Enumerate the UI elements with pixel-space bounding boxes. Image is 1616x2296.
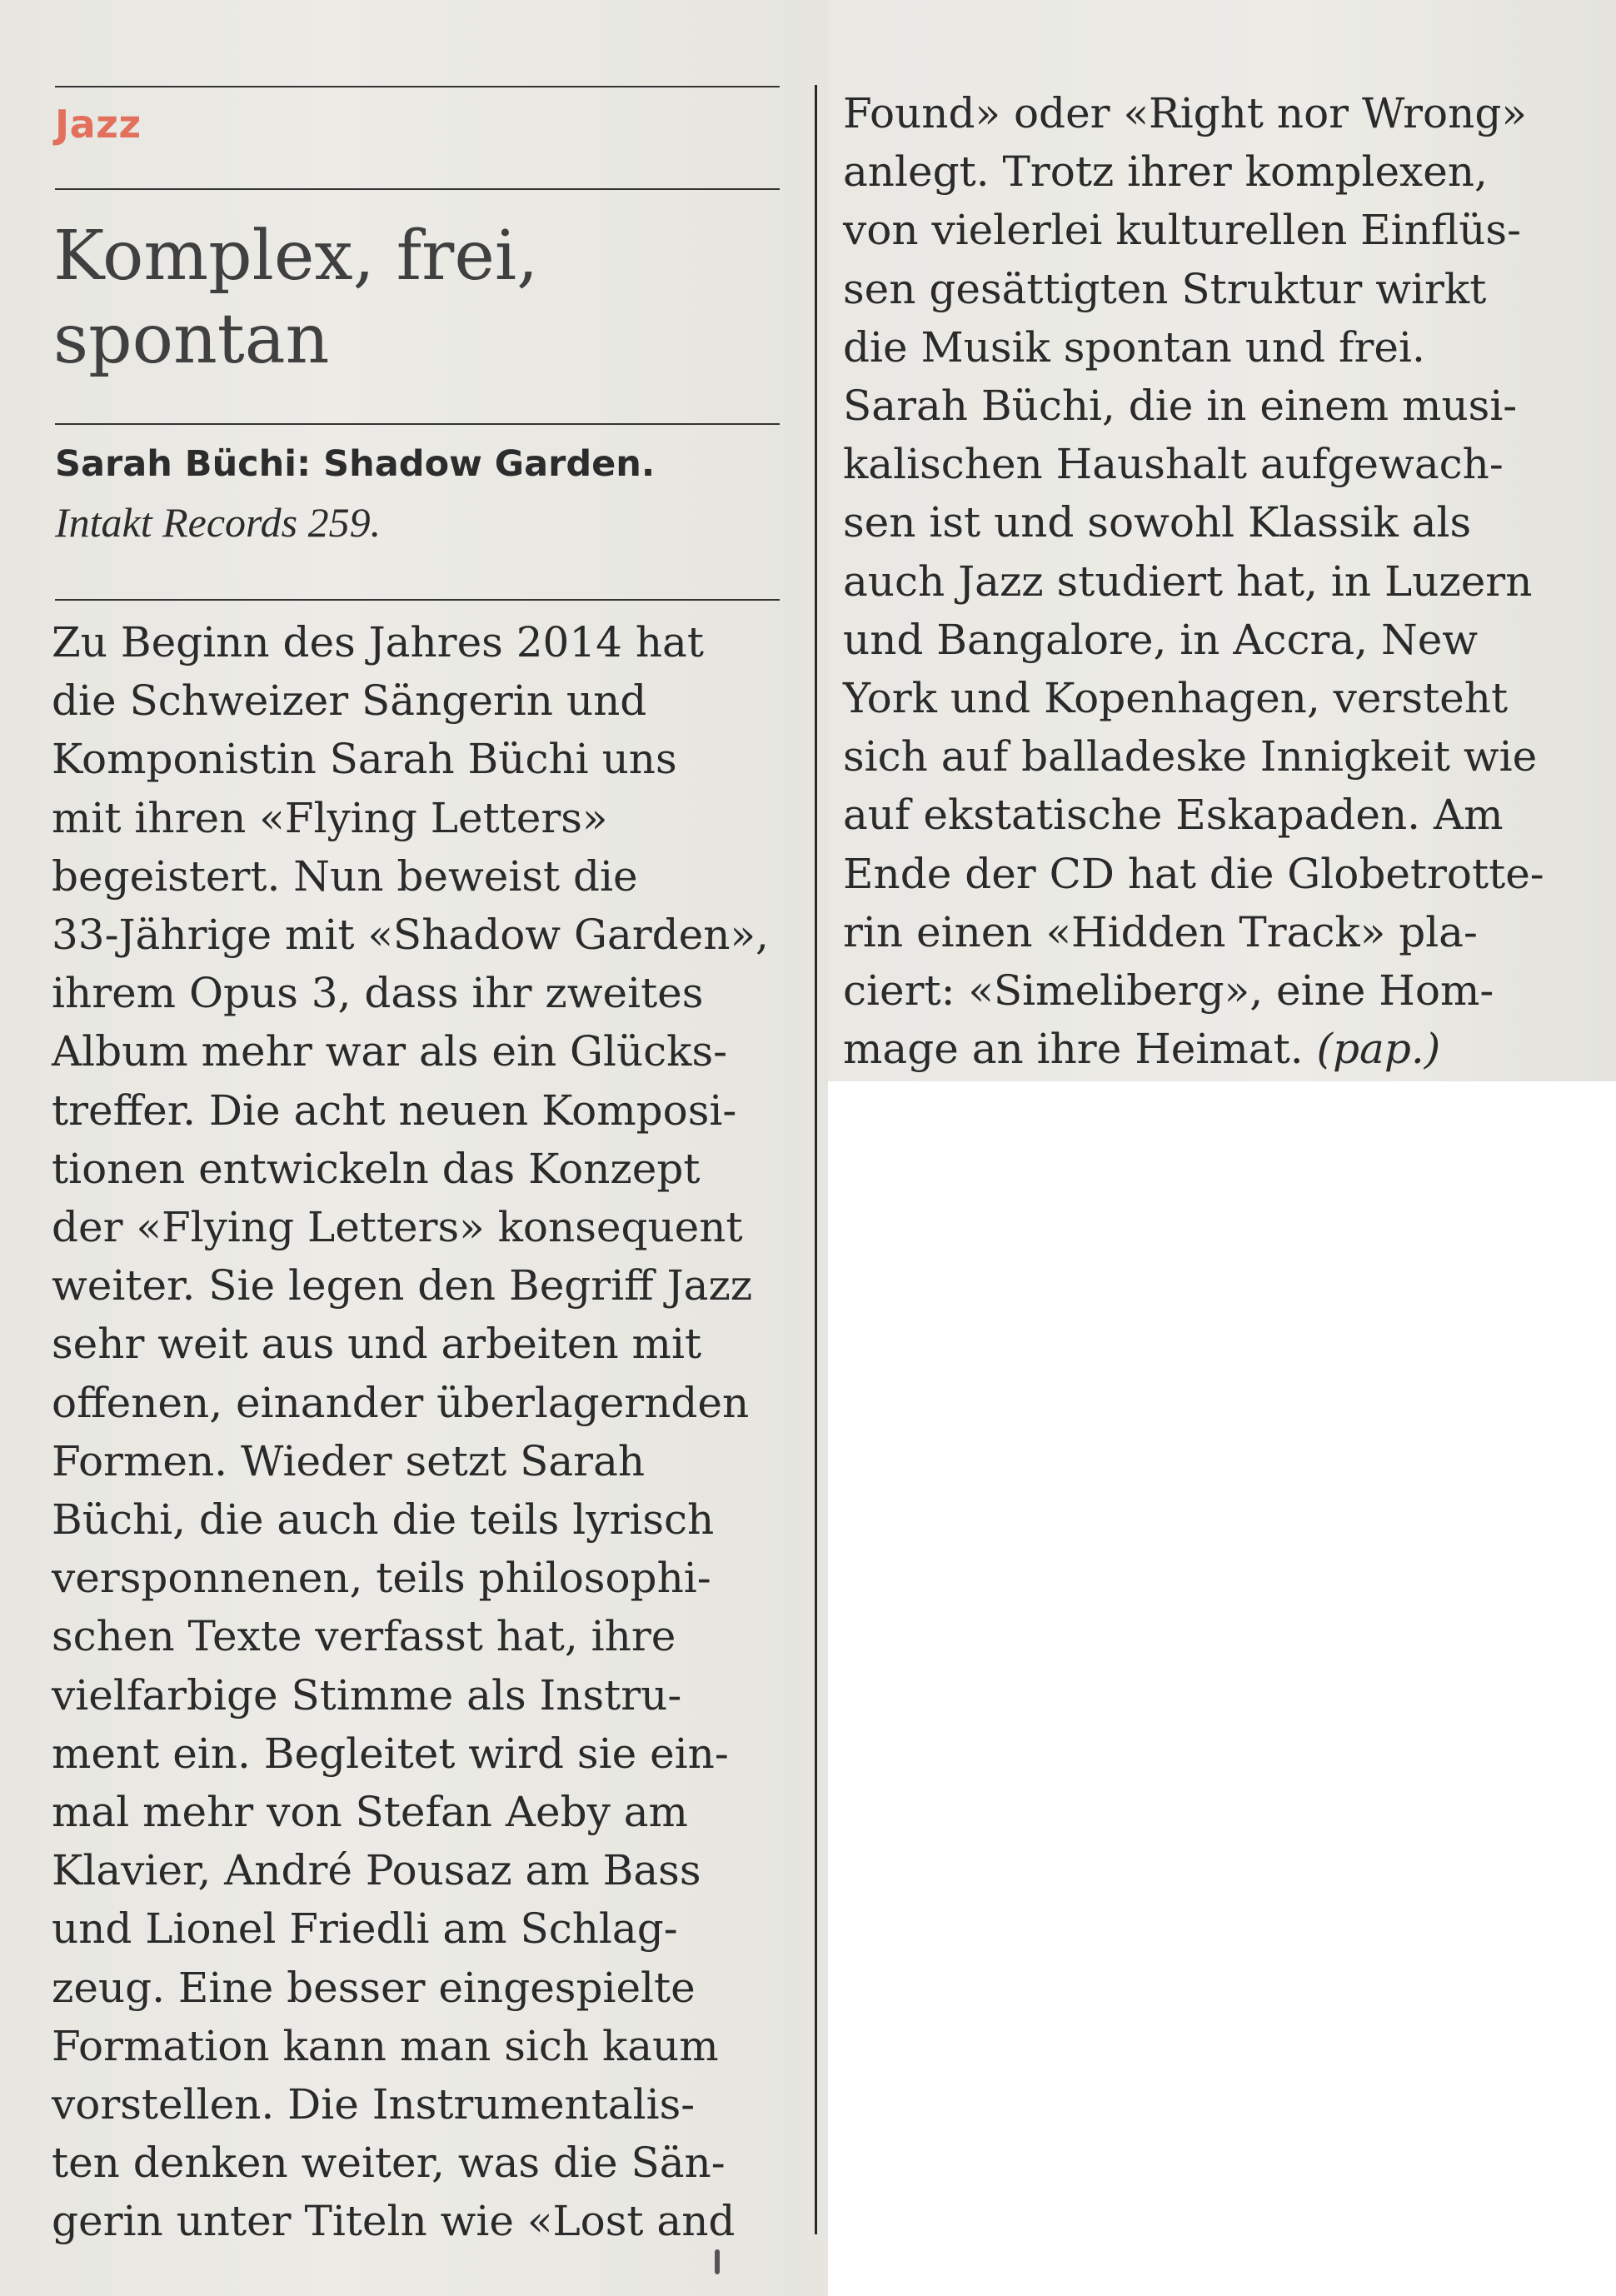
headline-line: Komplex, frei, — [53, 217, 539, 296]
body-line: York und Kopenhagen, versteht — [843, 674, 1509, 723]
body-line: 33-Jährige mit «Shadow Garden», — [52, 911, 769, 960]
body-line — [843, 1020, 1609, 1078]
body-line: Found» oder «Right nor Wrong» — [843, 89, 1527, 137]
body-line: sen gesättigten Struktur wirkt — [843, 264, 1487, 313]
paper-speck — [715, 2249, 720, 2274]
body-line: anlegt. Trotz ihrer komplexen, — [843, 147, 1488, 197]
body-line: auch Jazz studiert hat, in Luzern — [843, 557, 1533, 606]
headline-line: spontan — [53, 300, 330, 379]
body-line: Büchi, die auch die teils lyrisch — [52, 1495, 715, 1545]
body-line: Komponistin Sarah Büchi uns — [52, 735, 677, 784]
body-line: mit ihren «Flying Letters» — [52, 793, 608, 842]
body-line: ciert: «Simeliberg», eine Hom- — [843, 966, 1494, 1016]
record-label: Intakt Records 259. — [55, 499, 382, 546]
author-signature: (pap.) — [1316, 1025, 1441, 1074]
body-line: sen ist und sowohl Klassik als — [843, 498, 1472, 547]
body-line: von vielerlei kulturellen Einflüs- — [843, 206, 1521, 255]
body-line: tionen entwickeln das Konzept — [52, 1144, 701, 1193]
headline-rule — [55, 423, 780, 425]
body-line: Formen. Wieder setzt Sarah — [52, 1436, 646, 1485]
body-line: rin einen «Hidden Track» pla- — [843, 907, 1478, 956]
body-line: und Lionel Friedli am Schlag- — [52, 1904, 678, 1954]
headline — [53, 215, 770, 382]
article-body-right — [843, 84, 1609, 1078]
body-line: sehr weit aus und arbeiten mit — [52, 1320, 702, 1369]
body-line: die Musik spontan und frei. — [843, 322, 1425, 372]
body-line: mal mehr von Stefan Aeby am — [52, 1788, 688, 1837]
body-line: begeistert. Nun beweist die — [52, 851, 638, 901]
body-line: weiter. Sie legen den Begriff Jazz — [52, 1261, 753, 1310]
body-line: ihrem Opus 3, dass ihr zweites — [52, 969, 704, 1018]
body-line: und Bangalore, in Accra, New — [843, 615, 1479, 664]
body-line: gerin unter Titeln wie «Lost and — [52, 2197, 736, 2246]
body-line: die Schweizer Sängerin und — [52, 676, 647, 726]
body-line: sich auf balladeske Innigkeit wie — [843, 732, 1538, 781]
body-line-text: mage an ihre Heimat. — [843, 1025, 1304, 1074]
body-line: treffer. Die acht neuen Komposi- — [52, 1086, 737, 1135]
body-line: Formation kann man sich kaum — [52, 2021, 719, 2070]
album-title: Sarah Büchi: Shadow Garden. — [55, 443, 656, 485]
body-line: offenen, einander überlagernden — [52, 1378, 750, 1427]
body-line: Klavier, André Pousaz am Bass — [52, 1846, 701, 1895]
body-line: vielfarbige Stimme als Instru- — [52, 1670, 682, 1720]
body-line: der «Flying Letters» konsequent — [52, 1203, 743, 1252]
body-line: vorstellen. Die Instrumentalis- — [52, 2080, 696, 2129]
body-line: Zu Beginn des Jahres 2014 hat — [52, 618, 704, 666]
kicker-rule — [55, 188, 780, 190]
section-kicker: Jazz — [55, 102, 142, 147]
body-line: ment ein. Begleitet wird sie ein- — [52, 1729, 729, 1778]
body-line: Sarah Büchi, die in einem musi- — [843, 382, 1518, 431]
body-line: schen Texte verfasst hat, ihre — [52, 1612, 676, 1661]
column-divider — [815, 85, 817, 2234]
body-line: Album mehr war als ein Glücks- — [52, 1027, 728, 1076]
top-rule — [55, 86, 780, 87]
info-rule — [55, 599, 780, 601]
body-line: Ende der CD hat die Globetrotte- — [843, 849, 1544, 898]
body-line: kalischen Haushalt aufgewach- — [843, 440, 1504, 489]
body-line: ten denken weiter, was die Sän- — [52, 2139, 726, 2188]
right-lines — [843, 84, 1609, 1020]
body-line: versponnenen, teils philosophi- — [52, 1554, 711, 1603]
article-body-left — [52, 613, 801, 2251]
body-line: zeug. Eine besser eingespielte — [52, 1963, 696, 2012]
body-line: auf ekstatische Eskapaden. Am — [843, 791, 1504, 840]
